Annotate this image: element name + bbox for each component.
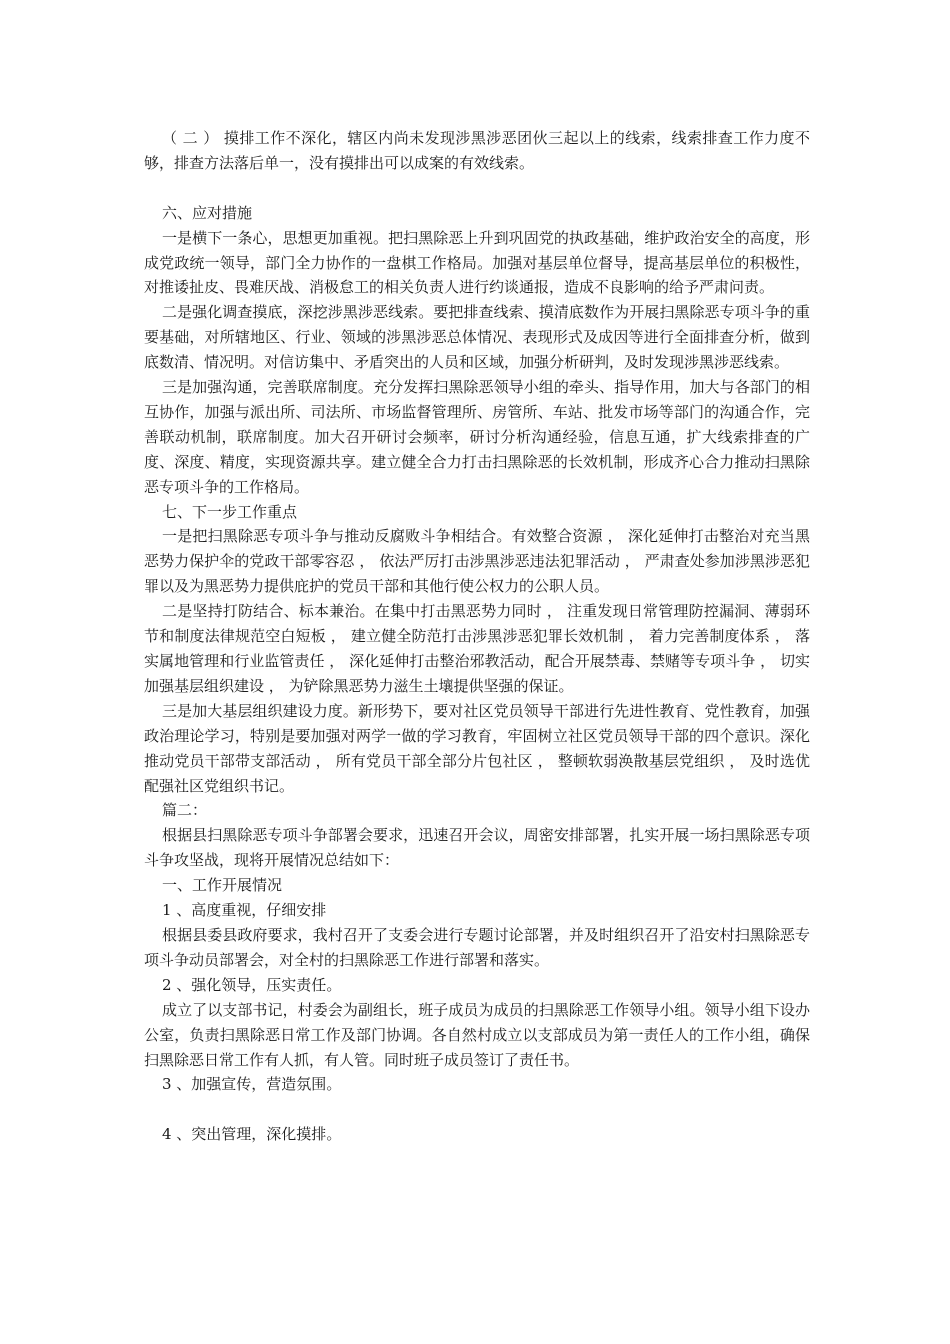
paragraph-investigation-issue: （ 二 ） 摸排工作不深化，辖区内尚未发现涉黑涉恶团伙三起以上的线索，线索排查工作力度不够，排查方法落后单一，没有摸排出可以成案的有效线索。	[144, 129, 810, 172]
heading-countermeasures: 六、应对措施	[162, 203, 253, 222]
paragraph-measure-1: 一是横下一条心，思想更加重视。把扫黑除恶上升到巩固党的执政基础，维护政治安全的高度，形成党政统一领导，部门全力协作的一盘棋工作格局。加强对基层单位督导，提高基层单位的积极性，对推诿扯皮、畏难厌战、消极怠工的相关负责人进行约谈通报，造成不良影响的给予严肃问责。	[144, 228, 810, 297]
paragraph-next-step-3: 三是加大基层组织建设力度。新形势下，要对社区党员领导干部进行先进性教育、党性教育，加强政治理论学习，特别是要加强对两学一做的学习教育，牢固树立社区党员领导干部的四个意识。深化推动党员干部带支部活动 ， 所有党员干部全部分片包社区 ， 整顿软弱涣散基层党组织 ， 及时选优配强社区党组织书记。	[144, 701, 810, 795]
blank-line	[144, 1097, 810, 1122]
heading-next-steps: 七、下一步工作重点	[162, 502, 298, 521]
paragraph-item-2: 成立了以支部书记，村委会为副组长，班子成员为成员的扫黑除恶工作领导小组。领导小组下设办公室，负责扫黑除恶日常工作及部门协调。各自然村成立以支部成员为第一责任人的工作小组，确保扫黑除恶日常工作有人抓，有人管。同时班子成员签订了责任书。	[144, 1000, 810, 1069]
blank-line	[144, 176, 810, 201]
subheading-item-2: 2 、强化领导，压实责任。	[162, 975, 342, 994]
subheading-item-1: 1 、高度重视，仔细安排	[162, 901, 327, 920]
subheading-item-3: 3 、加强宣传，营造氛围。	[162, 1075, 342, 1094]
paragraph-measure-3: 三是加强沟通，完善联席制度。充分发挥扫黑除恶领导小组的牵头、指导作用，加大与各部门的相互协作，加强与派出所、司法所、市场监督管理所、房管所、车站、批发市场等部门的沟通合作，完善联动机制，联席制度。加大召开研讨会频率，研讨分析沟通经验，信息互通，扩大线索排查的广度、深度、精度，实现资源共享。建立健全合力打击扫黑除恶的长效机制，形成齐心合力推动扫黑除恶专项斗争的工作格局。	[144, 378, 810, 496]
paragraph-next-step-2: 二是坚持打防结合、标本兼治。在集中打击黑恶势力同时 ， 注重发现日常管理防控漏洞、薄弱环节和制度法律规范空白短板 ， 建立健全防范打击涉黑涉恶犯罪长效机制 ， 着力完善制度体系 ， 落实属地管理和行业监管责任 ， 深化延伸打击整治邪教活动，配合开展禁毒、禁赌等专项斗争 ， 切实加强基层组织建设 ， 为铲除黑恶势力滋生土壤提供坚强的保证。	[144, 602, 810, 695]
paragraph-item-1: 根据县委县政府要求，我村召开了支委会进行专题讨论部署，并及时组织召开了沿安村扫黑除恶专项斗争动员部署会，对全村的扫黑除恶工作进行部署和落实。	[144, 925, 810, 969]
heading-work-status: 一、工作开展情况	[162, 876, 283, 895]
paragraph-part-two-intro: 根据县扫黑除恶专项斗争部署会要求，迅速召开会议，周密安排部署，扎实开展一场扫黑除恶专项斗争攻坚战，现将开展情况总结如下：	[144, 826, 810, 870]
subheading-item-4: 4 、突出管理，深化摸排。	[162, 1125, 342, 1144]
paragraph-measure-2: 二是强化调查摸底，深挖涉黑涉恶线索。要把排查线索、摸清底数作为开展扫黑除恶专项斗争的重要基础，对所辖地区、行业、领域的涉黑涉恶总体情况、表现形式及成因等进行全面排查分析，做到底数清、情况明。对信访集中、矛盾突出的人员和区域，加强分析研判，及时发现涉黑涉恶线索。	[144, 303, 810, 372]
heading-part-two: 篇二：	[162, 801, 208, 820]
document-page	[144, 126, 810, 1147]
paragraph-next-step-1: 一是把扫黑除恶专项斗争与推动反腐败斗争相结合。有效整合资源 ， 深化延伸打击整治对充当黑恶势力保护伞的党政干部零容忍 ， 依法严厉打击涉黑涉恶违法犯罪活动 ， 严肃查处参加涉黑涉恶犯罪以及为黑恶势力提供庇护的党员干部和其他行使公权力的公职人员。	[144, 527, 810, 596]
